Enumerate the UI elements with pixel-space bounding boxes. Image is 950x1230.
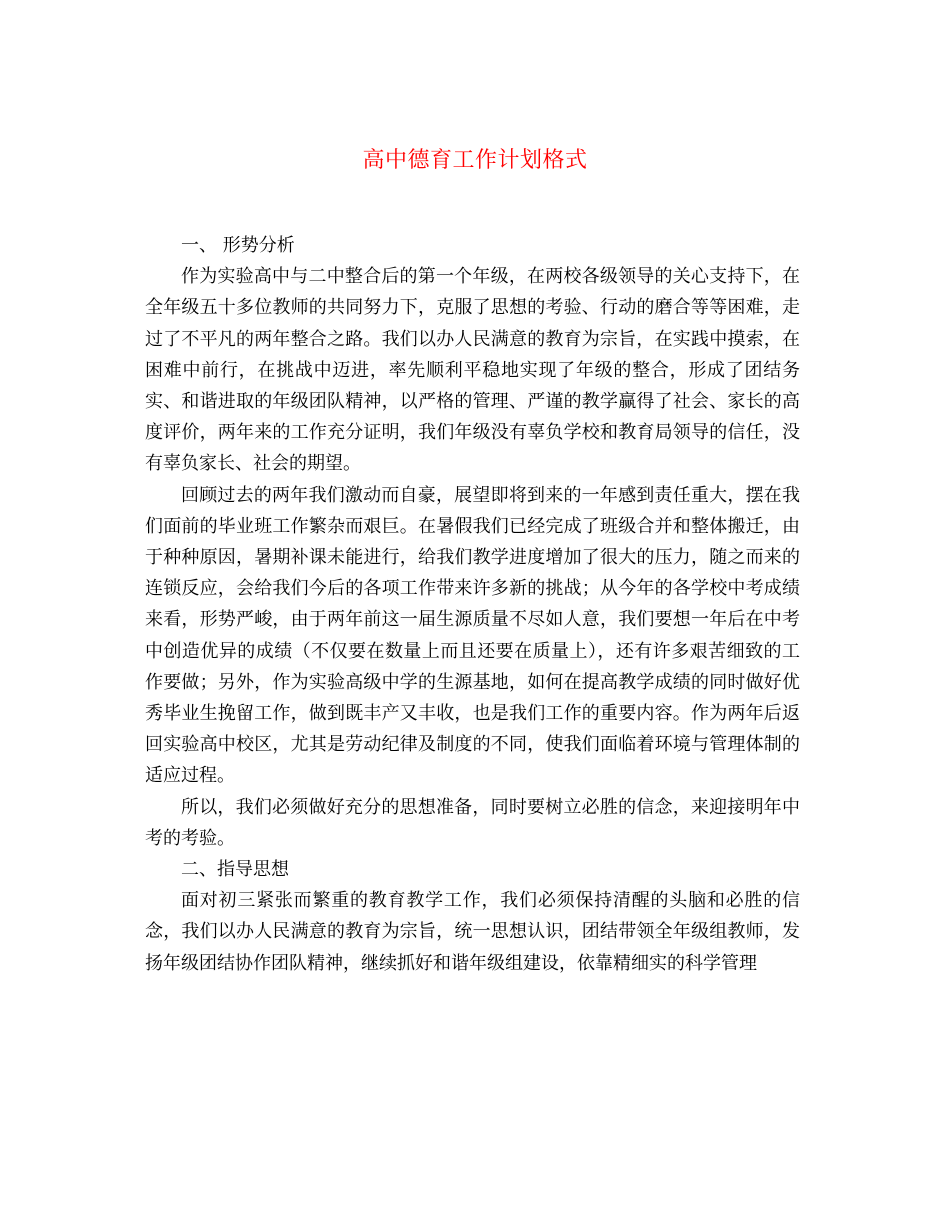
paragraph: 回顾过去的两年我们激动而自豪，展望即将到来的一年感到责任重大，摆在我们面前的毕业班工作繁杂而艰巨。在暑假我们已经完成了班级合并和整体搬迁，由于种种原因，暑期补课未能进行，给我们教学进度增加了很大的压力，随之而来的连锁反应，会给我们今后的各项工作带来许多新的挑战；从今年的各学校中考成绩来看，形势严峻，由于两年前这一届生源质量不尽如人意，我们要想一年后在中考中创造优异的成绩（不仅要在数量上而且还要在质量上），还有许多艰苦细致的工作要做；另外，作为实验高级中学的生源基地，如何在提高教学成绩的同时做好优秀毕业生挽留工作，做到既丰产又丰收，也是我们工作的重要内容。作为两年后返回实验高中校区，尤其是劳动纪律及制度的不同，使我们面临着环境与管理体制的适应过程。 (145, 484, 800, 787)
paragraph: 面对初三紧张而繁重的教育教学工作，我们必须保持清醒的头脑和必胜的信念，我们以办人民满意的教育为宗旨，统一思想认识，团结带领全年级组教师，发扬年级团结协作团队精神，继续抓好和谐年级组建设，依靠精细实的科学管理 (145, 890, 800, 974)
section-heading-situation: 一、 形势分析 (181, 235, 295, 256)
paragraph: 所以，我们必须做好充分的思想准备，同时要树立必胜的信念，来迎接明年中考的考验。 (145, 796, 800, 849)
document-body (145, 230, 800, 979)
section-heading-guiding-ideology: 二、指导思想 (181, 859, 289, 881)
document-title: 高中德育工作计划格式 (362, 148, 588, 173)
paragraph: 作为实验高中与二中整合后的第一个年级，在两校各级领导的关心支持下，在全年级五十多位教师的共同努力下，克服了思想的考验、行动的磨合等等困难，走过了不平凡的两年整合之路。我们以办人民满意的教育为宗旨，在实践中摸索，在困难中前行，在挑战中迈进，率先顺利平稳地实现了年级的整合，形成了团结务实、和谐进取的年级团队精神，以严格的管理、严谨的教学赢得了社会、家长的高度评价，两年来的工作充分证明，我们年级没有辜负学校和教育局领导的信任，没有辜负家长、社会的期望。 (145, 266, 800, 475)
